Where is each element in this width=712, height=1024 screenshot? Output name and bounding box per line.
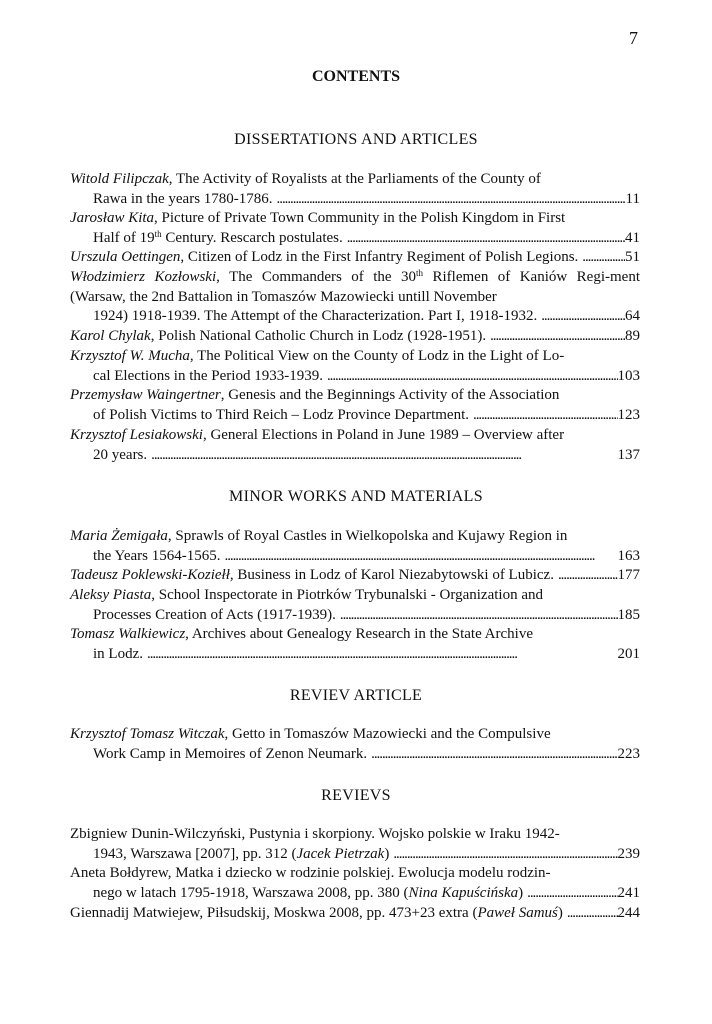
entry-title-end: the Years 1564-1565.: [93, 547, 221, 564]
toc-entry: [70, 725, 640, 764]
toc-entry: [70, 209, 640, 248]
entry-author: Jarosław Kita: [70, 210, 155, 226]
entry-page: 123: [617, 406, 640, 423]
contents-title: CONTENTS: [311, 68, 401, 85]
dot-leader: [486, 327, 625, 347]
entry-title: , Picture of Private Town Community in the Polish Kingdom in First: [154, 210, 566, 226]
toc-entry: [70, 566, 640, 586]
entry-title-end: 20 years.: [93, 446, 148, 463]
entry-page: 223: [617, 745, 640, 762]
dot-leader: [221, 547, 618, 567]
entry-title: Aneta Bołdyrew, Matka i dziecko w rodzinie polskiej. Ewolucja modelu rodzin-: [70, 865, 551, 881]
entry-author: Tadeusz Poklewski-Koziełł: [70, 567, 230, 583]
entry-title: Urszula Oettingen, Citizen of Lodz in the First Infantry Regiment of Polish Legions.: [70, 249, 579, 265]
entry-title: Tadeusz Poklewski-Koziełł, Business in Lodz of Karol Niezabytowski of Lubicz.: [70, 567, 554, 583]
entry-author: Krzysztof Lesiakowski: [70, 427, 203, 443]
entry-author: Maria Żemigała: [70, 528, 168, 544]
toc-entry: [70, 347, 640, 386]
entry-page: 244: [617, 905, 640, 921]
dot-leader: [323, 367, 618, 387]
page-number: 7: [629, 28, 638, 48]
toc-entry: [70, 248, 640, 268]
dot-leader: [367, 745, 617, 765]
entry-title-end: nego w latach 1795-1918, Warszawa 2008, pp. 380 (Nina Kapuścińska): [93, 884, 524, 901]
entry-author: Aleksy Piasta: [70, 587, 152, 603]
entry-title-end: Half of 19th Century. Rescarch postulates.: [93, 228, 343, 246]
entry-title: Zbigniew Dunin-Wilczyński, Pustynia i skorpiony. Wojsko polskie w Iraku 1942-: [70, 826, 560, 842]
entry-author: Karol Chylak: [70, 328, 151, 344]
toc-entry: [70, 825, 640, 864]
entry-title: , General Elections in Poland in June 1989 – Overview after: [202, 427, 565, 443]
toc-entry: [70, 268, 640, 327]
entry-title-end: 1924) 1918-1939. The Attempt of the Characterization. Part I, 1918-1932.: [93, 308, 538, 325]
entry-page: 185: [617, 606, 640, 623]
entry-title: , Sprawls of Royal Castles in Wielkopolska and Kujawy Region in: [167, 528, 568, 544]
section-heading: REVIEVS: [321, 787, 391, 804]
toc-entry: [70, 625, 640, 664]
toc-entry: [70, 864, 640, 903]
entry-page: 11: [625, 190, 640, 207]
entry-title: , The Commanders of the 30th Riflemen of Kaniów Regi-ment (Warsaw, the 2nd Battalion in Tomaszów Mazowiecki untill November: [70, 268, 640, 305]
entry-page: 41: [625, 229, 640, 246]
entry-author: Tomasz Walkiewicz: [70, 626, 186, 642]
entry-author: Krzysztof W. Mucha: [70, 348, 190, 364]
dot-leader: [389, 845, 617, 865]
section-heading: MINOR WORKS AND MATERIALS: [229, 488, 483, 505]
entry-page: 103: [617, 367, 640, 384]
dot-leader: [537, 307, 625, 327]
toc-entry: [70, 527, 640, 566]
dot-leader: [469, 406, 618, 426]
entry-title-end: 1943, Warszawa [2007], pp. 312 (Jacek Pietrzak): [93, 845, 390, 862]
toc-entry: [70, 327, 640, 347]
entry-author: Urszula Oettingen: [70, 249, 181, 265]
entry-page: 201: [617, 645, 640, 662]
entry-title-end: Work Camp in Memoires of Zenon Neumark.: [93, 745, 368, 762]
dot-leader: [143, 645, 618, 665]
entry-page: 89: [625, 328, 640, 344]
toc-entry: [70, 170, 640, 209]
entry-title: Giennadij Matwiejew, Piłsudskij, Moskwa 2008, pp. 473+23 extra (Paweł Samuś): [70, 905, 563, 921]
entry-title-end: Processes Creation of Acts (1917-1939).: [93, 606, 336, 623]
entry-title: , School Inspectorate in Piotrków Trybunalski - Organization and: [151, 587, 543, 603]
entry-page: 239: [617, 845, 640, 862]
entry-author: Witold Filipczak: [70, 171, 169, 187]
dot-leader: [147, 446, 617, 466]
entry-title: , Getto in Tomaszów Mazowiecki and the Compulsive: [224, 726, 551, 742]
entry-page: 51: [625, 249, 640, 265]
entry-title-end: cal Elections in the Period 1933-1939.: [93, 367, 323, 384]
entry-page: 137: [617, 446, 640, 463]
toc-entry: [70, 386, 640, 425]
dot-leader: [578, 248, 625, 268]
entry-page: 163: [617, 547, 640, 564]
dot-leader: [523, 884, 617, 904]
toc-entry: [70, 586, 640, 625]
dot-leader: [336, 606, 618, 626]
dot-leader: [273, 190, 626, 210]
entry-title-end: of Polish Victims to Third Reich – Lodz Province Department.: [93, 406, 469, 423]
reviewer-name: Jacek Pietrzak: [296, 845, 385, 862]
entry-title: , Genesis and the Beginnings Activity of the Association: [220, 387, 560, 403]
reviewer-name: Nina Kapuścińska: [408, 884, 519, 901]
entry-title: , The Political View on the County of Lodz in the Light of Lo-: [189, 348, 565, 364]
section-heading: REVIEV ARTICLE: [289, 687, 423, 704]
entry-author: Przemysław Waingertner: [70, 387, 221, 403]
reviewer-name: Paweł Samuś: [477, 905, 558, 921]
entry-title: , The Activity of Royalists at the Parliaments of the County of: [168, 171, 541, 187]
entry-title: Karol Chylak, Polish National Catholic Church in Lodz (1928-1951).: [70, 328, 487, 344]
dot-leader: [343, 229, 625, 249]
entry-page: 64: [625, 308, 640, 325]
toc-entry: [70, 904, 640, 924]
dot-leader: [554, 566, 618, 586]
entry-author: Krzysztof Tomasz Witczak: [70, 726, 225, 742]
entry-title-end: Rawa in the years 1780-1786.: [93, 190, 273, 207]
entry-title-end: in Lodz.: [93, 645, 143, 662]
toc-entry: [70, 426, 640, 465]
entry-title: , Archives about Genealogy Research in the State Archive: [185, 626, 533, 642]
entry-page: 177: [617, 567, 640, 583]
entry-author: Włodzimierz Kozłowski: [70, 269, 217, 285]
entry-page: 241: [617, 884, 640, 901]
dot-leader: [563, 904, 618, 924]
section-heading: DISSERTATIONS AND ARTICLES: [234, 131, 478, 148]
